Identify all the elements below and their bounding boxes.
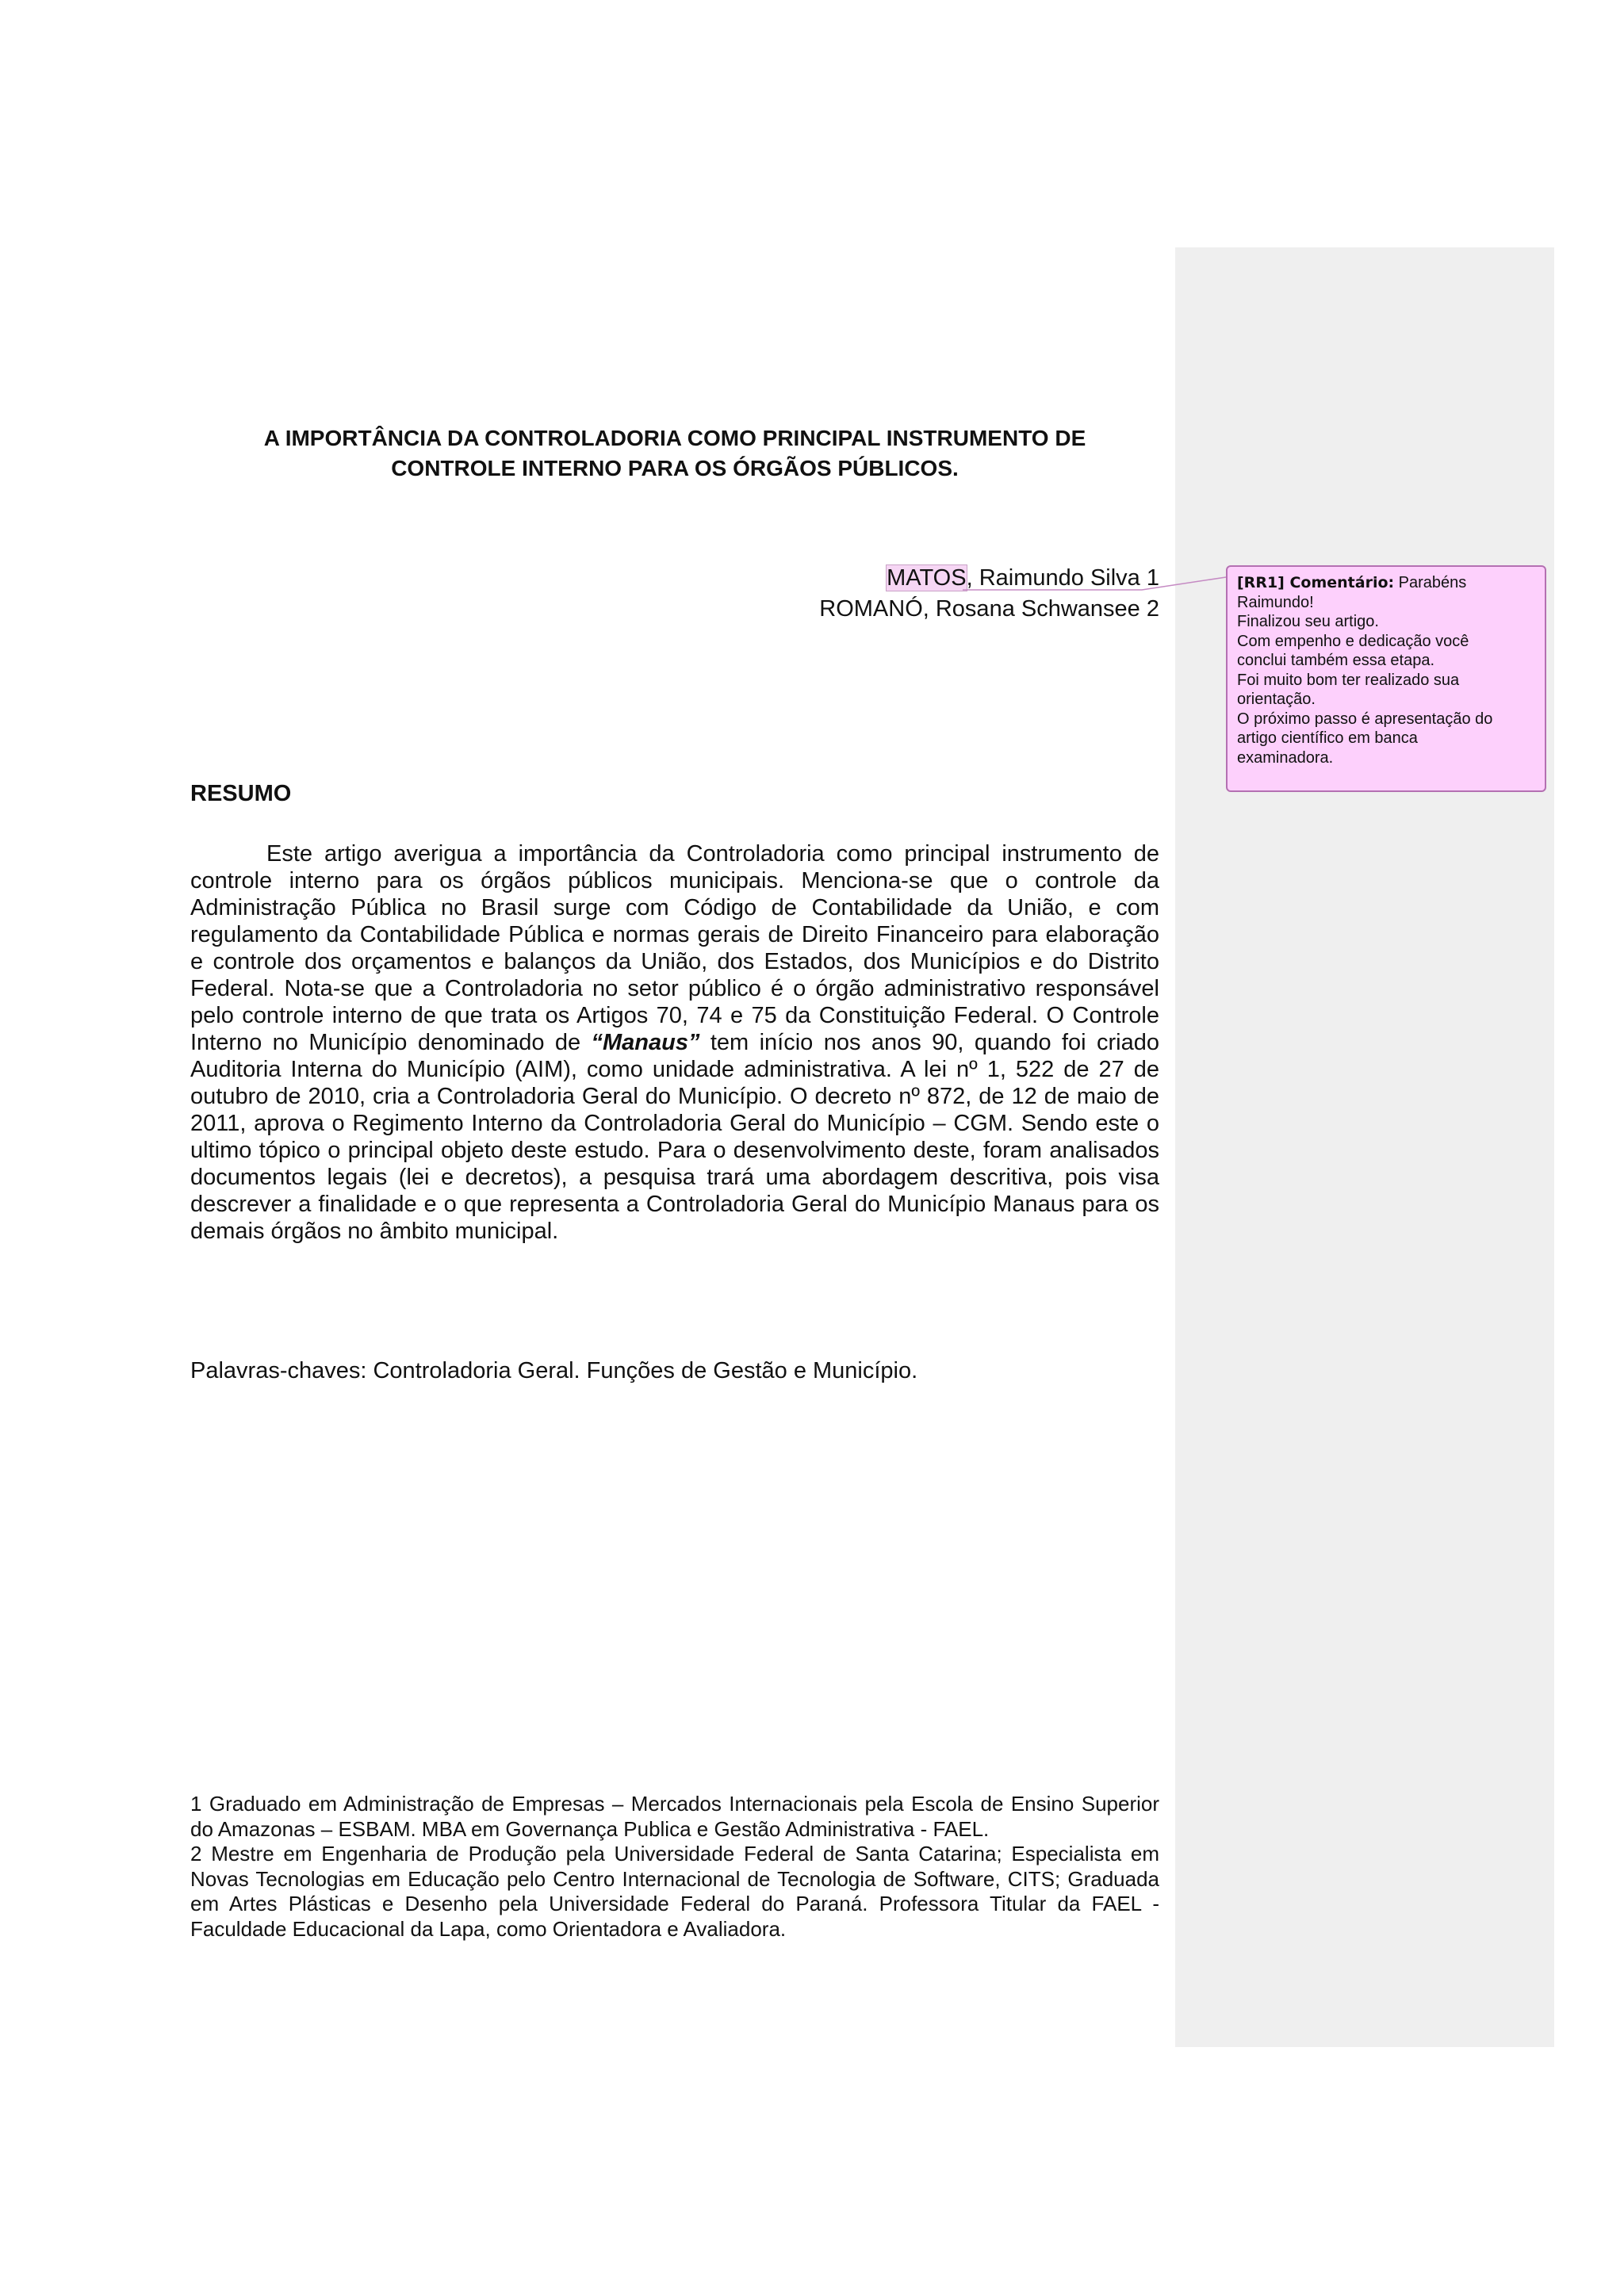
footnotes	[190, 1792, 1159, 1942]
document-title	[190, 423, 1159, 484]
abstract-paragraph	[190, 840, 1159, 1245]
comment-text-line: Raimundo!	[1237, 593, 1314, 611]
comment-label: [RR1] Comentário:	[1237, 574, 1395, 591]
footnote-2: 2 Mestre em Engenharia de Produção pela Universidade Federal de Santa Catarina; Especialista em Novas Tecnologias em Educação pelo Centro Internacional de Tecnologia de Software, CITS; Graduada em Artes Plásticas e Desenho pela Universidade Federal do Paraná. Professora Titular da FAEL - Faculdade Educacional da Lapa, como Orientadora e Avaliadora.	[190, 1842, 1159, 1941]
comment-text-line: Com empenho e dedicação você	[1237, 632, 1469, 650]
section-heading-resumo: RESUMO	[190, 781, 292, 806]
commented-text-highlight[interactable]: MATOS	[887, 565, 967, 591]
comment-text-line: O próximo passo é apresentação do	[1237, 710, 1493, 728]
abstract-emphasis: “Manaus”	[591, 1030, 700, 1055]
comment-first-line	[1237, 573, 1535, 593]
author-2-rest: , Rosana Schwansee 2	[922, 596, 1159, 622]
comment-text-line: examinadora.	[1237, 748, 1334, 767]
footnote-1: 1 Graduado em Administração de Empresas – Mercados Internacionais pela Escola de Ensino Superior do Amazonas – ESBAM. MBA em Governança Publica e Gestão Administrativa - FAEL.	[190, 1792, 1159, 1841]
author-2-surname: ROMANÓ	[819, 596, 923, 622]
comment-text-line: orientação.	[1237, 691, 1316, 708]
title-line: A IMPORTÂNCIA DA CONTROLADORIA COMO PRINCIPAL INSTRUMENTO DE	[263, 426, 1086, 450]
abstract-text-part-2: tem início nos anos 90, quando foi criado Auditoria Interna do Município (AIM), como unidade administrativa. A lei nº 1, 522 de 27 de outubro de 2010, cria a Controladoria Geral do Município. O decreto nº 872, de 12 de maio de 2011, aprova o Regimento Interno da Controladoria Geral do Município – CGM. Sendo este o ultimo tópico o principal objeto deste estudo. Para o desenvolvimento deste, foram analisados documentos legais (lei e decretos), a pesquisa trará uma abordagem descritiva, pois visa descrever a finalidade e o que representa a Controladoria Geral do Município Manaus para os demais órgãos no âmbito municipal.	[190, 1030, 1159, 1244]
comment-text-line: artigo científico em banca	[1237, 729, 1418, 747]
author-1-rest: , Raimundo Silva 1	[966, 565, 1159, 591]
comment-text-line: Parabéns	[1398, 574, 1467, 591]
comment-text-line: Finalizou seu artigo.	[1237, 613, 1379, 630]
abstract-text-part-1: Este artigo averigua a importância da Controladoria como principal instrumento de controle interno para os órgãos públicos municipais. Menciona-se que o controle da Administração Pública no Brasil surge com Código de Contabilidade da União, e com regulamento da Contabilidade Pública e normas gerais de Direito Financeiro para elaboração e controle dos orçamentos e balanços da União, dos Estados, dos Municípios e do Distrito Federal. Nota-se que a Controladoria no setor público é o órgão administrativo responsável pelo controle interno de que trata os Artigos 70, 74 e 75 da Constituição Federal. O Controle Interno no Município denominado de	[190, 841, 1159, 1055]
title-line: CONTROLE INTERNO PARA OS ÓRGÃOS PÚBLICOS.	[391, 456, 959, 480]
comment-text-line: Foi muito bom ter realizado sua	[1237, 671, 1460, 689]
comment-connector-line	[959, 555, 1229, 603]
comment-markup-pane	[1175, 247, 1554, 2047]
keywords-line: Palavras-chaves: Controladoria Geral. Funções de Gestão e Município.	[190, 1358, 918, 1383]
comment-balloon[interactable]	[1226, 565, 1546, 792]
comment-text-line: conclui também essa etapa.	[1237, 652, 1435, 669]
